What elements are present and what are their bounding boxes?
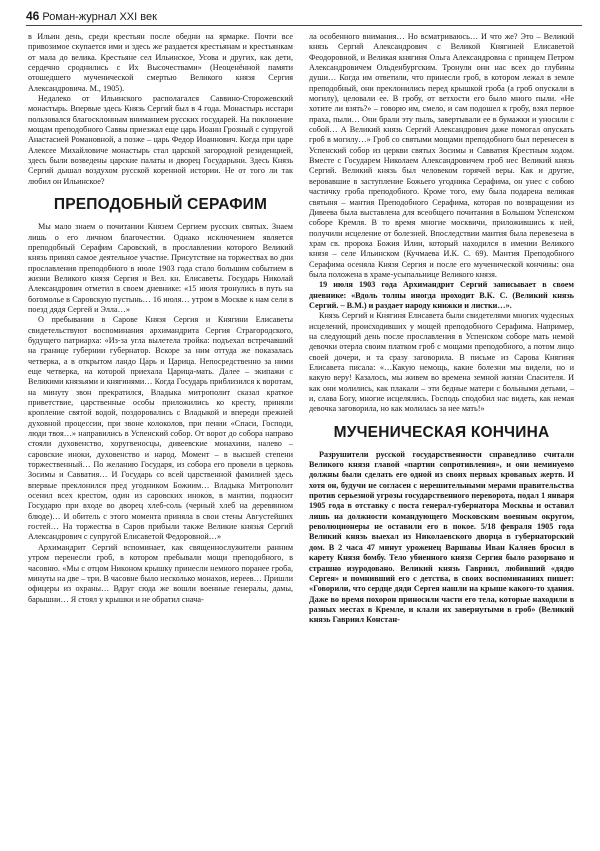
left-paragraph-3: Мы мало знаем о почитании Князем Сергием русских святых. Знаем лишь о его личном благочестии. Однако исключением является преподобный Серафим Саровский, в прославлении которого Великий князь принял самое деятельное участие. Присутствие на торжествах во дни прославления преподобного в июле 1903 года стало большим событием в жизни Великого князя Сергия и Вел. кн. Елисаветы. Государь Николай Александрович отметил в своем дневнике: «15 июля тронулись в путь на богомолье в Саровскую пустынь… 16 июля… утром в Москве к нам сели в поезд дядя Сергей и Элла…»: [28, 222, 293, 314]
right-paragraph-2: 19 июля 1903 года Архимандрит Сергий записывает в своем дневнике: «Вдоль толпы иногда проходит В.К. С. (Великий князь Сергий. – В.М.) и раздает народу книжки и листки…».: [309, 280, 574, 310]
left-paragraph-4: О пребывании в Сарове Князя Сергия и Княгини Елисаветы свидетельствуют воспоминания архимандрита Сергия Страгородского, будущего патриарха: «Из-за угла вылетела тройка: подъехал встречавший на границе губернии губернатор. Вскоре за ним оттуда же показалась четверка, а в открытом ландо Царь и Царица. Непосредственно за ними еще четверка, на которой приехала Царица-мать. Далее – экипажи с Великими князьями и княгинями… Когда Государь приблизился к воротам, на минуту звон прекратился, Владыка митрополит сказал краткое приветствие, царственные особы приложились ко кресту, приняли кропление святой водой, поздоровались с Владыкой и впереди прежней духовной процессии, при звоне колоколов, при пении «Спаси, Господи, люди твоя…» направились в Успенский собор. От ворот до собора направо стояли духовенство, хоругвеносцы, дивеевские монахини, налево – саровские иноки, духовенство и народ. Момент – в высшей степени торжественный… По желанию Государя, из собора его провели в церковь Зосимы и Савватия… И Государь со всей царственной фамилией здесь впервые преклонился пред угодником Божиим… Владыка Митрополит осенил всех крестом, один из саровских иноков, в мантии, подносит Государю при входе во дворец хлеб-соль (черный хлеб на деревянном блюде)… И обитель с этого момента приняла в свои стены Августейших гостей… На торжества в Саров прибыли также Великие князья Сергий Александрович с супругой Елисаветой Федоровной…»: [28, 315, 293, 542]
right-column: [309, 32, 574, 840]
right-paragraph-1: ла особенного внимания… Но всматриваюсь… И что же? Это – Великий князь Сергий Александрович с Великой Княгиней Елисаветой Феодоровной, и Великая княгиня Ольга Александровна с принцем Петром Александровичем Ольденбургским. Тронули они нас всех до глубины души… Когда им ответили, что принесли гроб, в котором лежал в земле преподобный, они преклонились перед крышкой гроба (а гроб опускали в могилу), целовали ее. В гробу, от ветхости его было много пыли. «Не хотите ли взять?» – говорю им, смело, и сам подошел к гробу, взял первое праха, пыли… Они брали эту пыль, завертывали ее в бумажки и уносили с собой… А Великий князь Сергий Александрович даже помогал опускать гроб в могилу…» Гроб со святыми мощами преподобного был перенесен в Успенский собор из церкви святых Зосимы и Савватия Крестным ходом. Вместе с Государем Николаем Александровичем гроб нес Великий князь Сергий. Великий князь был человеком горячей веры. Как и другие, веровавшие в заступление Божьего угодника Серафима, он унес с собою частичку гроба преподобного. Кроме того, ему была подарена великая святыня – мантия Преподобного Серафима, которая по возвращении из Дивеева была выставлена для всеобщего почитания в Большом Успенском соборе Кремля. В то время многие москвичи, приложившись к ней, получили исцеление от болезней. Впоследствии мантия была перевезена в храм св. пророка Божия Илии, который находился в имении Великого князя – селе Ильинском (Кучмаева И.К. С. 69). Мантия Преподобного Серафима осеняла Князя Сергия и после его мученической кончины: она была положена в храме-усыпальнице Великого князя.: [309, 32, 574, 279]
left-column: [28, 32, 293, 840]
right-paragraph-4: Разрушители русской государственности справедливо считали Великого князя главой «партии сопротивления», и они неминуемо должны были сделать его одной из своих первых кровавых жертв. И хотя он, будучи не согласен с нерешительными мерами правительства против серьезной угрозы государственного переворота, подал 1 января 1905 года в отставку с поста генерал-губернатора Москвы и оставил лишь на должности командующего Московским военным округом, революционеры не оставили его в покое. 5/18 февраля 1905 года Великий князь выехал из Николаевского дворца в губернаторский дом. В 2 часа 47 минут уроженец Варшавы Иван Каляев бросил в карету Князя бомбу. Тело убиенного князя Сергия было разорвано и страшно изуродовано. Великий князь Гавриил, любивший «дядю Сергея» и помнивший его с детства, в своих воспоминаниях пишет: «Говорили, что сердце дяди Сергея нашли на крыше какого-то здания. Даже во время похорон приносили части его тела, которые находили в разных местах в Кремле, и клали их завернутыми в гроб» (Великий князь Гавриил Констан-: [309, 449, 574, 625]
left-paragraph-5: Архимандрит Сергий вспоминает, как священнослужители ранним утром перенесли гроб, в котором пребывали мощи преподобного, в часовню. «Мы с отцом Никоном крышку принесли немного поранее гроба, минуты на две – три. В часовне было несколько монахов, иереев… Пришли офицеры из охраны… Вдруг сюда же вошли военные генералы, дамы, барышни… Я стоял у крышки и не обратил снача-: [28, 542, 293, 604]
right-paragraph-3: Князь Сергий и Княгиня Елисавета были свидетелями многих чудесных исцелений, происходивших у мощей преподобного Серафима. Например, на следующий день после прославления в Успенском соборе мать немой девочки отерла своим платком гроб с мощами преподобного, а потом лицо своей дочери, и та сразу заговорила. В письме из Сарова Княгиня Елисавета писала: «…Какую немощь, какие болезни мы видели, но и какую веру! Казалось, мы живем во времена земной жизни Спасителя. И как они молились, как плакали – эти бедные матери с больными детьми, – и, слава Богу, многие исцелялись. Господь сподобил нас видеть, как немая девочка заговорила, но как молилась за нее мать!»: [309, 311, 574, 414]
running-header: [26, 7, 582, 26]
section-heading-martyrdom: МУЧЕНИЧЕСКАЯ КОНЧИНА: [333, 423, 550, 441]
left-paragraph-1: в Ильин день, среди крестьян после обедни на ярмарке. Почти все привозимое скупается ими и здесь же раздается крестьянам и крестьянкам от мала до велика. Крестьяне сел Ильинское, Усова и других, как дети, сердечно сроднились с Их Высочествами» (Неоценённой памяти отошедшего мученической смертью Великого князя Сергия Александровича. М., 1905).: [28, 32, 293, 93]
left-paragraph-2: Недалеко от Ильинского располагался Саввино-Сторожевский монастырь. Впервые здесь Князь Сергий был в 4 года. Монастырь исстари пользовался благосклонным вниманием русских государей. На поклонение мощам преподобного Саввы приезжал еще царь Иоанн Грозный с супругой Анастасией Романовной, а позже – царь Федор Иоаннович. Когда при царе Алексее Михайловиче монастырь стал царской загородной резиденцией, здесь были возведены царские палаты и дворец Государыни. Здесь Князь Сергий дышал воздухом русской коренной истории. Не от того ли так любил он Ильинское?: [28, 94, 293, 186]
page-number: 46: [26, 9, 40, 23]
section-heading-seraphim: ПРЕПОДОБНЫЙ СЕРАФИМ: [53, 196, 268, 214]
publication-title: Роман-журнал XXI век: [42, 11, 157, 23]
